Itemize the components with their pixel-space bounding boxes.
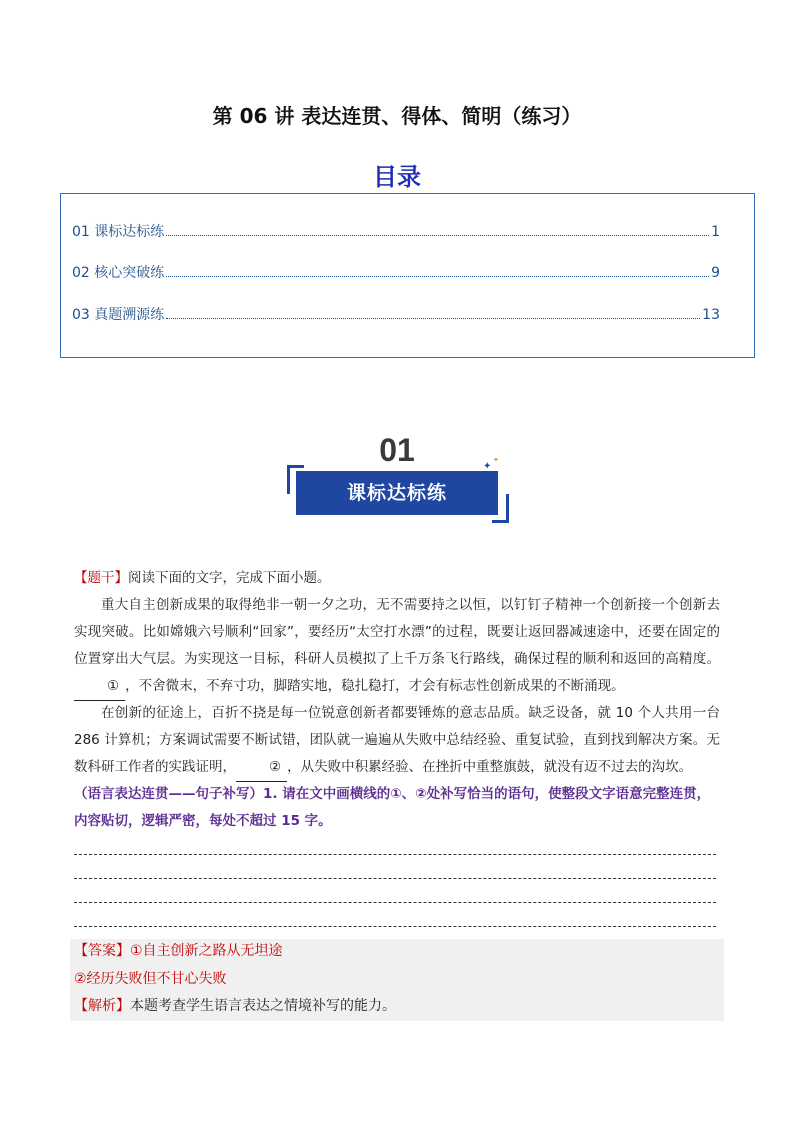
answer-panel xyxy=(70,939,724,1021)
passage-text: 在创新的征途上，百折不挠是每一位锐意创新者都要锤炼的意志品质。缺乏设备，就 10 个人共用一台 286 计算机；方案调试需要不断试错，团队就一遍遍从失败中总结经验、重复试验，直到找到解决方案。无数科研工作者的实践证明， xyxy=(74,705,720,775)
section-badge xyxy=(287,456,509,523)
answer-text: ①自主创新之路从无坦途 xyxy=(130,943,283,959)
answer-tag: 【答案】 xyxy=(74,943,130,959)
answer-line[interactable] xyxy=(74,902,716,903)
analysis-line xyxy=(74,995,396,1015)
toc-item-2[interactable] xyxy=(72,262,720,282)
toc-leader-dots xyxy=(166,317,700,319)
document-title: 第 06 讲 表达连贯、得体、简明（练习） xyxy=(212,104,582,128)
toc-leader-dots xyxy=(166,234,709,236)
passage-paragraph-2 xyxy=(74,700,720,782)
analysis-tag: 【解析】 xyxy=(74,998,130,1014)
answer-line-1 xyxy=(74,940,283,960)
stem-tag: 【题干】 xyxy=(74,570,128,586)
answer-line[interactable] xyxy=(74,926,716,927)
toc-item-label: 01 课标达标练 xyxy=(72,224,165,240)
passage-paragraph-1 xyxy=(74,592,720,701)
blank-2: ② xyxy=(236,754,287,782)
passage-text: 重大自主创新成果的取得绝非一朝一夕之功，无不需要持之以恒，以钉钉子精神一个创新接一个创新去实现突破。比如嫦娥六号顺利“回家”，要经历“太空打水漂”的过程，既要让返回器减速途中，还要在固定的位置穿出大气层。为实现这一目标，科研人员模拟了上千万条飞行路线，确保过程的顺利和返回的高精度。 xyxy=(74,597,720,667)
blank-1: ① xyxy=(74,673,125,701)
answer-line-2: ②经历失败但不甘心失败 xyxy=(74,971,227,987)
question-prompt: （语言表达连贯——句子补写）1. 请在文中画横线的①、②处补写恰当的语句，使整段文字语意完整连贯，内容贴切，逻辑严密，每处不超过 15 字。 xyxy=(74,786,711,829)
table-of-contents xyxy=(60,193,755,358)
sparkle-icon: ✦ xyxy=(483,461,492,472)
section-name: 课标达标练 xyxy=(296,471,498,515)
toc-item-page: 1 xyxy=(711,224,720,240)
question-stem xyxy=(74,565,720,592)
toc-leader-dots xyxy=(166,275,709,277)
answer-line[interactable] xyxy=(74,854,716,855)
toc-item-page: 9 xyxy=(711,265,720,281)
toc-heading: 目录 xyxy=(373,163,421,191)
toc-item-label: 02 核心突破练 xyxy=(72,265,165,281)
passage-text: ，从失败中积累经验、在挫折中重整旗鼓，就没有迈不过去的沟坎。 xyxy=(287,759,693,775)
answer-line[interactable] xyxy=(74,878,716,879)
analysis-text: 本题考查学生语言表达之情境补写的能力。 xyxy=(130,998,396,1014)
sparkle-icon: ✦ xyxy=(493,456,499,464)
passage-text: ，不舍微末，不弃寸功，脚踏实地，稳扎稳打，才会有标志性创新成果的不断涌现。 xyxy=(125,678,625,694)
toc-item-label: 03 真题溯源练 xyxy=(72,307,165,323)
toc-item-page: 13 xyxy=(702,307,720,323)
toc-item-1[interactable] xyxy=(72,221,720,241)
section-number: 01 xyxy=(379,432,415,468)
stem-text: 阅读下面的文字，完成下面小题。 xyxy=(128,570,331,586)
toc-item-3[interactable] xyxy=(72,304,720,324)
